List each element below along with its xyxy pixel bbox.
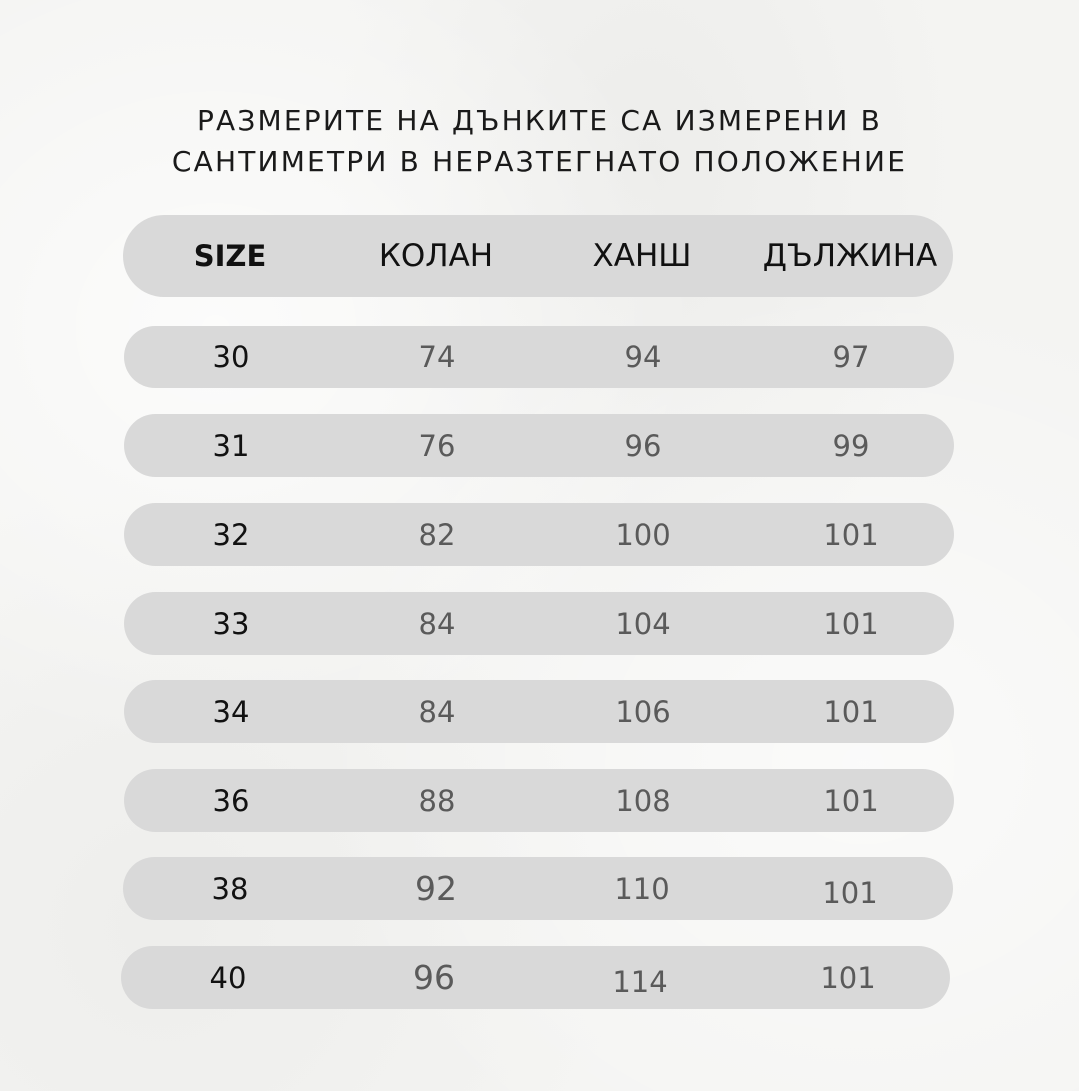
cell-waist: 82 [418,517,456,552]
table-row [124,769,954,832]
table-header [123,215,953,297]
cell-hip: 100 [615,517,671,552]
cell-size: 32 [212,517,250,552]
cell-length: 101 [822,875,878,910]
header-length: ДЪЛЖИНА [762,238,938,274]
cell-size: 36 [212,783,250,818]
cell-length: 99 [832,428,870,463]
cell-waist: 88 [418,783,456,818]
cell-hip: 106 [615,694,671,729]
cell-length: 101 [823,517,879,552]
cell-hip: 94 [624,340,662,374]
cell-waist: 74 [418,340,456,374]
cell-hip: 96 [624,428,662,463]
header-size: SIZE [193,239,267,273]
cell-hip: 104 [615,606,671,641]
header-waist: КОЛАН [378,238,494,274]
cell-hip: 108 [615,783,671,818]
cell-waist: 84 [418,694,456,729]
cell-size: 34 [212,694,250,729]
table-row [124,326,954,388]
cell-length: 97 [832,340,870,374]
table-row [124,592,954,655]
cell-length: 101 [820,960,876,995]
cell-size: 40 [209,960,247,995]
table-row [123,857,953,920]
cell-size: 30 [212,340,250,374]
cell-length: 101 [823,606,879,641]
table-row [124,414,954,477]
cell-waist: 96 [413,958,455,997]
cell-size: 31 [212,428,250,463]
cell-waist: 76 [418,428,456,463]
cell-hip: 110 [614,871,670,906]
table-row [121,946,950,1009]
page-title [0,100,1079,182]
table-row [124,680,954,743]
cell-size: 38 [211,871,249,906]
page-title-line-1: РАЗМЕРИТЕ НА ДЪНКИТЕ СА ИЗМЕРЕНИ В [196,104,883,137]
cell-length: 101 [823,783,879,818]
header-hip: ХАНШ [592,238,692,274]
cell-waist: 92 [415,869,457,908]
cell-hip: 114 [612,964,668,999]
cell-length: 101 [823,694,879,729]
page-title-line-2: САНТИМЕТРИ В НЕРАЗТЕГНАТО ПОЛОЖЕНИЕ [171,145,908,178]
cell-size: 33 [212,606,250,641]
table-row [124,503,954,566]
cell-waist: 84 [418,606,456,641]
